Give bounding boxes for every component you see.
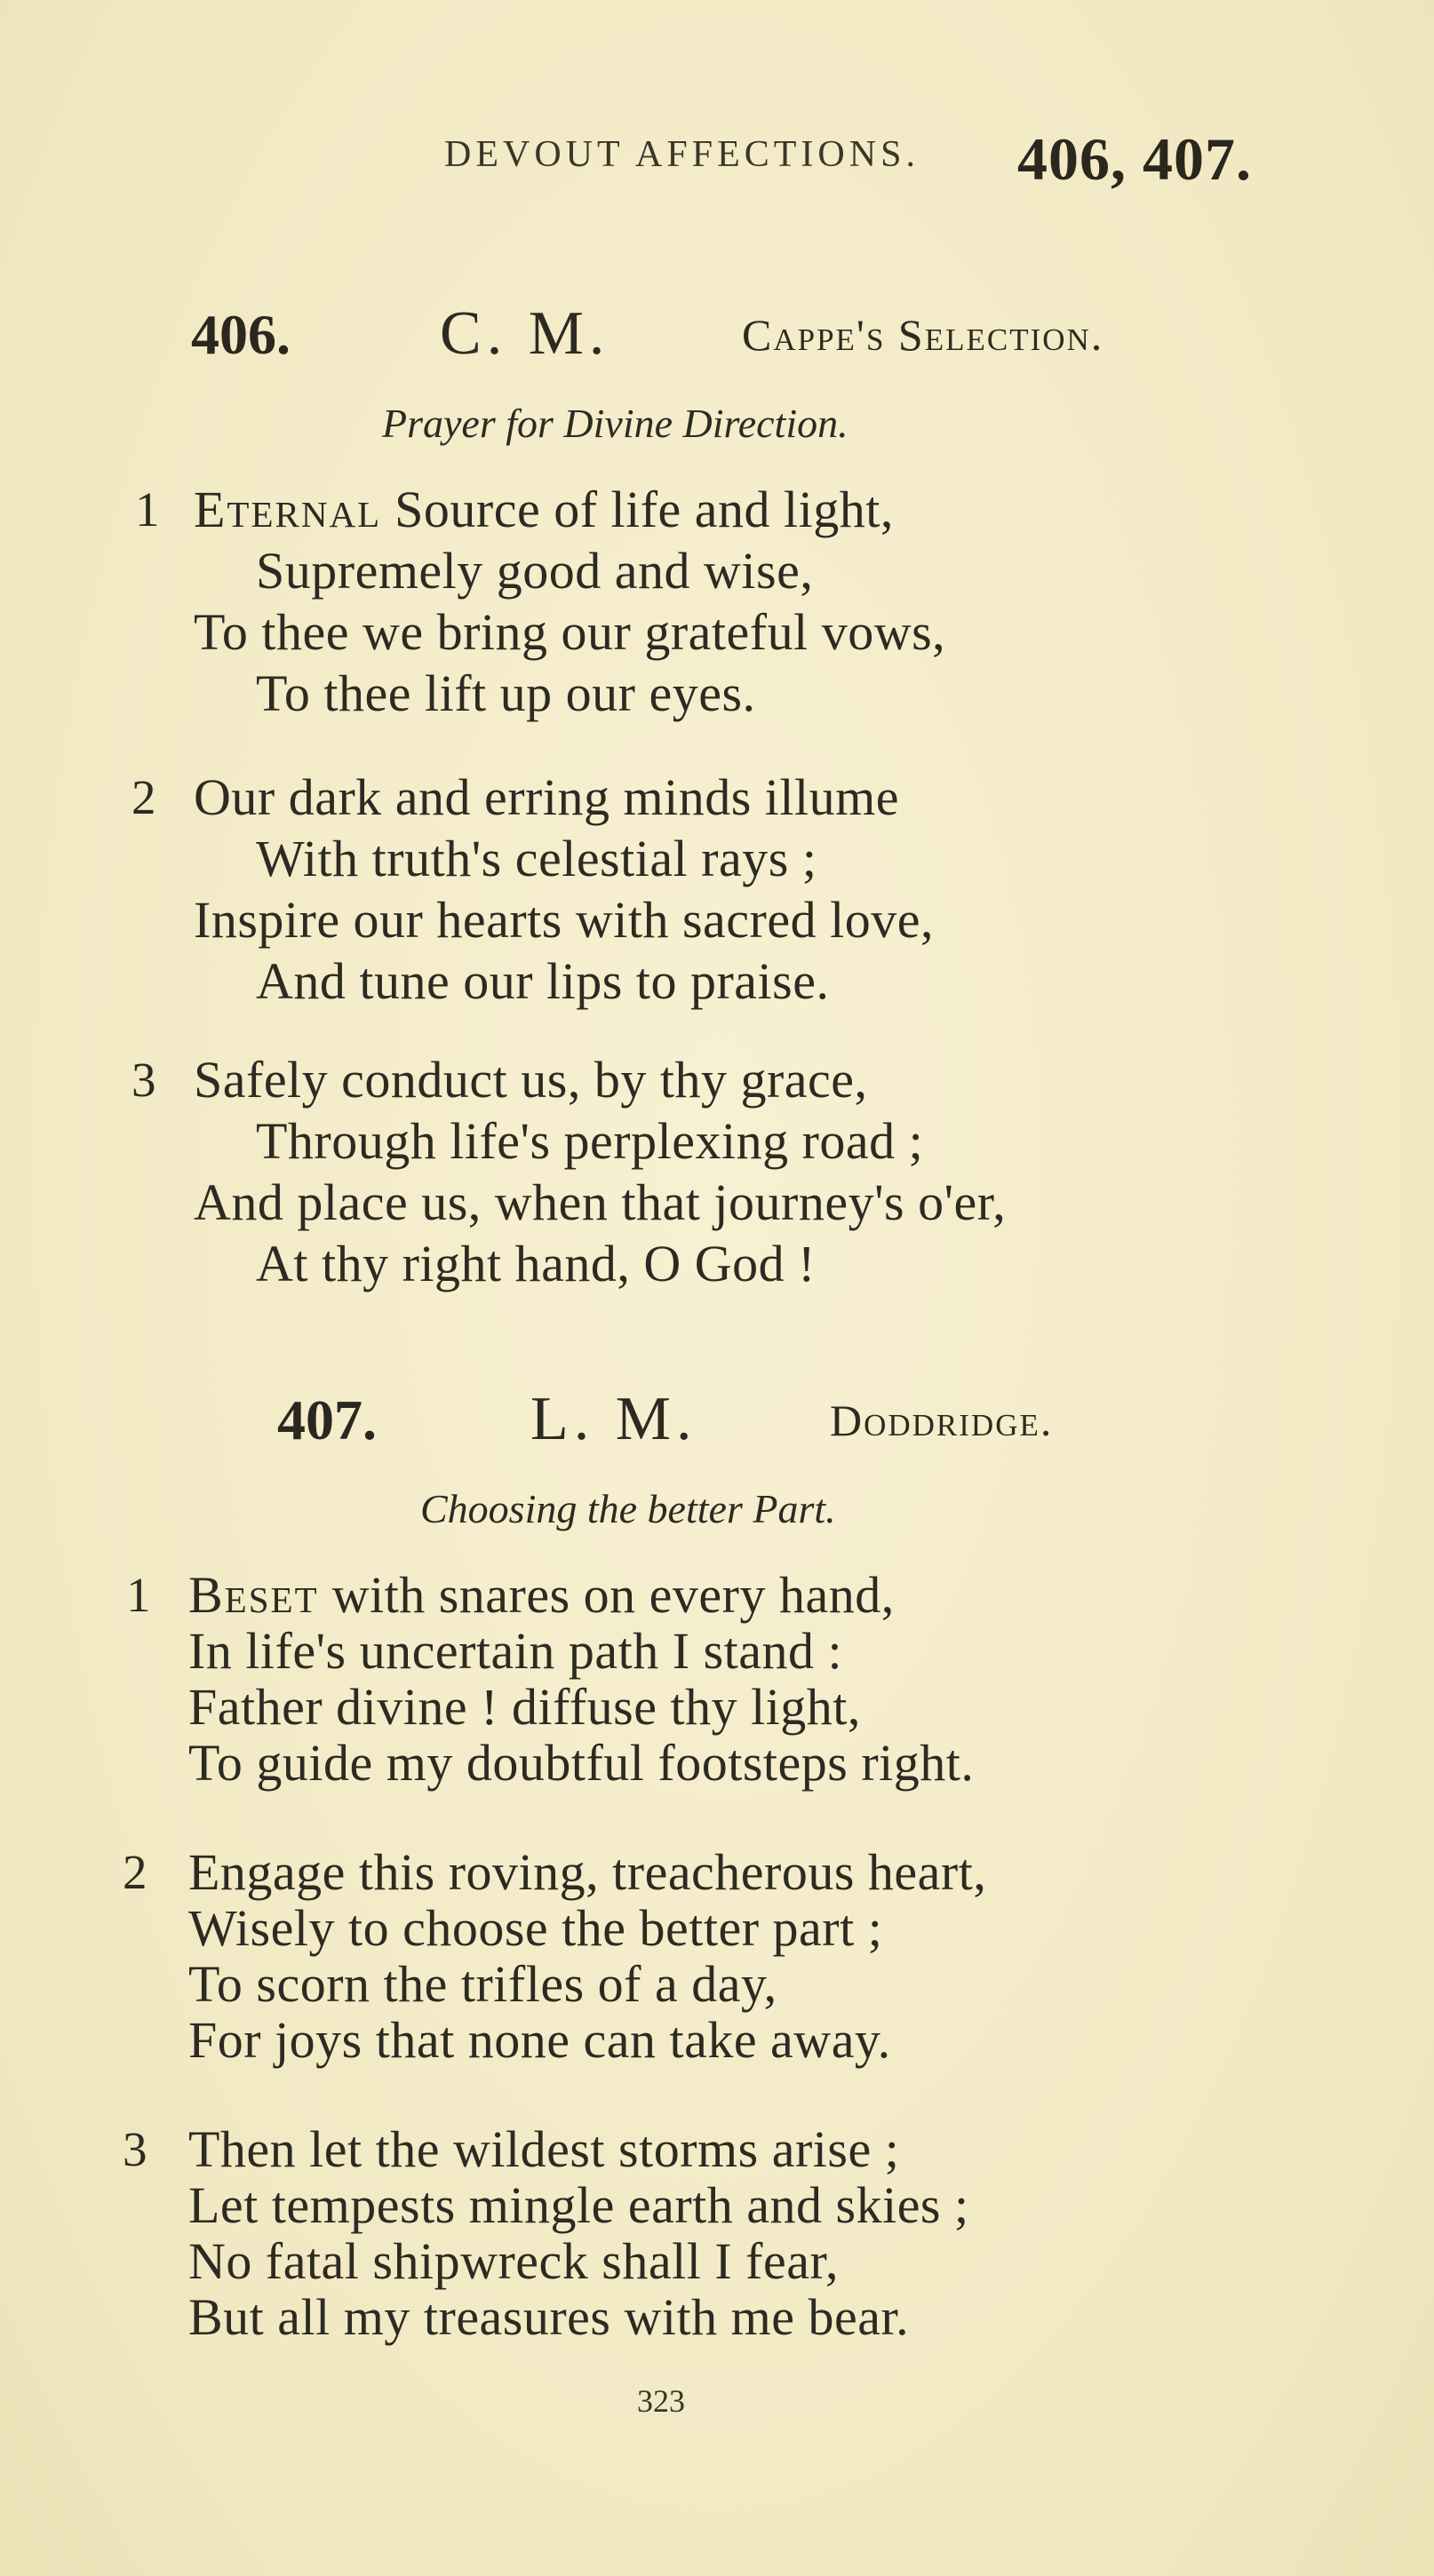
stanza-number: 2 bbox=[123, 1845, 147, 1899]
verse-line: For joys that none can take away. bbox=[188, 2011, 891, 2069]
verse-line-rest: with snares on every hand, bbox=[318, 1566, 895, 1624]
running-head bbox=[444, 124, 1333, 195]
verse-line: And tune our lips to praise. bbox=[256, 952, 830, 1010]
verse-line: To thee lift up our eyes. bbox=[256, 664, 756, 722]
running-title: DEVOUT AFFECTIONS. bbox=[444, 134, 920, 175]
verse-line: Father divine ! diffuse thy light, bbox=[188, 1678, 861, 1736]
verse-line: And place us, when that journey's o'er, bbox=[194, 1173, 1007, 1231]
verse-line: Wisely to choose the better part ; bbox=[188, 1899, 883, 1957]
verse-line: With truth's celestial rays ; bbox=[256, 830, 817, 887]
stanza-number: 3 bbox=[131, 1053, 156, 1107]
verse-line: To thee we bring our grateful vows, bbox=[194, 603, 946, 661]
hymn-number: 406. bbox=[191, 303, 291, 366]
hymn-source: Cappe's Selection. bbox=[742, 310, 1104, 360]
verse-first-word: Eternal bbox=[194, 481, 382, 538]
hymn-407-subtitle: Choosing the better Part. bbox=[420, 1486, 836, 1531]
verse-first-word: Beset bbox=[188, 1566, 319, 1624]
verse-line: At thy right hand, O God ! bbox=[256, 1235, 816, 1292]
verse-line: Inspire our hearts with sacred love, bbox=[194, 891, 934, 949]
verse-line: In life's uncertain path I stand : bbox=[188, 1622, 843, 1680]
hymn-406-subtitle: Prayer for Divine Direction. bbox=[382, 401, 848, 446]
stanza-number: 1 bbox=[126, 1568, 151, 1622]
hymn-406-heading bbox=[191, 299, 1257, 373]
verse-line: To guide my doubtful footsteps right. bbox=[188, 1734, 975, 1792]
verse-line: But all my treasures with me bear. bbox=[188, 2288, 910, 2346]
hymn-source: Doddridge. bbox=[830, 1395, 1054, 1445]
running-hymn-numbers: 406, 407. bbox=[1017, 125, 1252, 193]
verse-line: Safely conduct us, by thy grace, bbox=[194, 1051, 868, 1109]
verse-line-rest: Source of life and light, bbox=[381, 481, 894, 538]
verse-line: Then let the wildest storms arise ; bbox=[188, 2120, 900, 2178]
stanza-number: 3 bbox=[123, 2122, 147, 2176]
verse-line bbox=[188, 1565, 895, 1625]
verse-line: To scorn the trifles of a day, bbox=[188, 1955, 777, 2013]
hymn-407-heading bbox=[277, 1387, 1255, 1459]
verse-line: Supremely good and wise, bbox=[256, 542, 814, 600]
stanza-number: 1 bbox=[135, 482, 160, 537]
verse-line: Our dark and erring minds illume bbox=[194, 768, 899, 826]
stanza-number: 2 bbox=[131, 770, 156, 824]
hymn-meter: L. M. bbox=[530, 1385, 697, 1453]
page-number: 323 bbox=[637, 2383, 685, 2419]
verse-line: Through life's perplexing road ; bbox=[256, 1112, 924, 1170]
hymn-number: 407. bbox=[277, 1388, 377, 1451]
hymn-meter: C. M. bbox=[440, 299, 610, 368]
verse-line bbox=[194, 480, 894, 539]
verse-line: Engage this roving, treacherous heart, bbox=[188, 1843, 987, 1901]
verse-line: Let tempests mingle earth and skies ; bbox=[188, 2176, 969, 2234]
verse-line: No fatal shipwreck shall I fear, bbox=[188, 2232, 839, 2290]
